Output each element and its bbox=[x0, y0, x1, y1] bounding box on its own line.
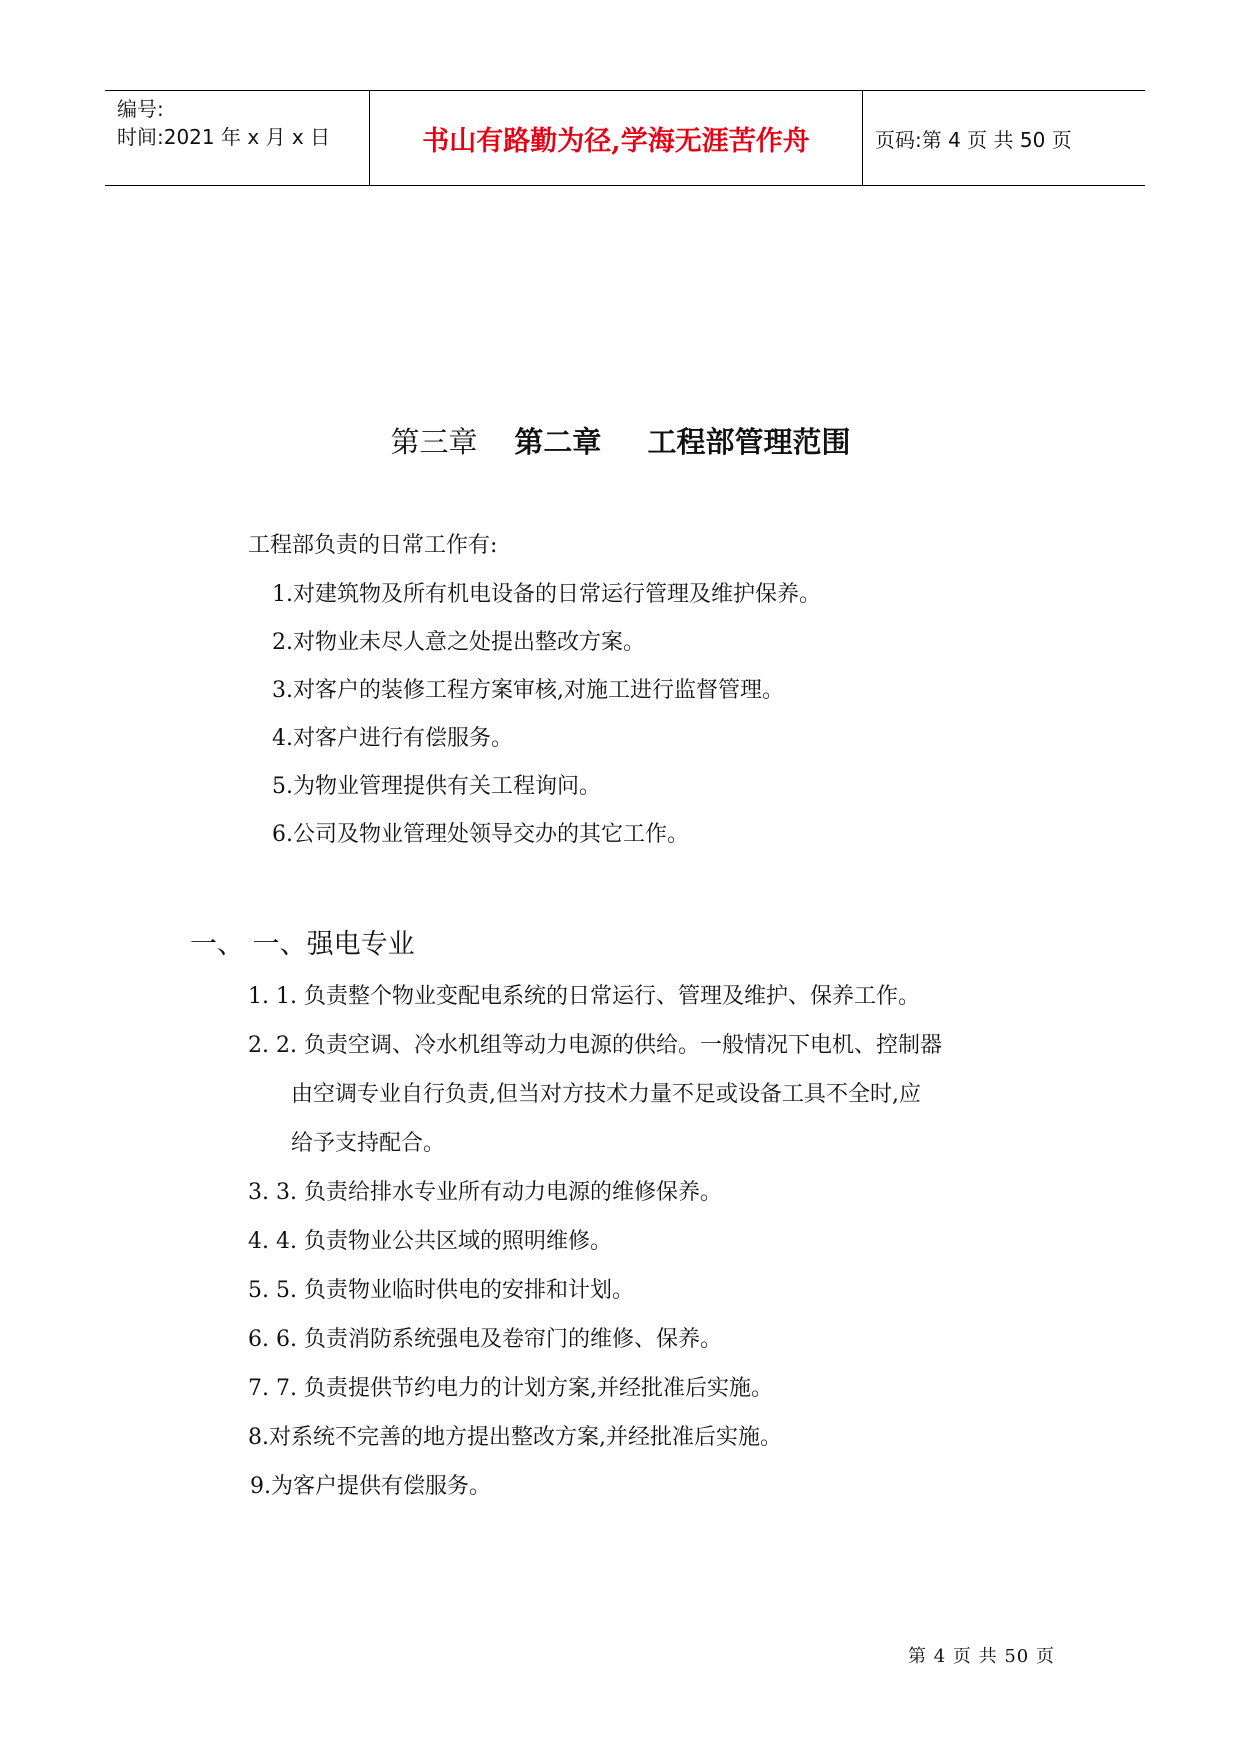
section-item-continuation: 由空调专业自行负责,但当对方技术力量不足或设备工具不全时,应 bbox=[291, 1082, 921, 1107]
chapter-title bbox=[0, 420, 1241, 461]
section-item: 1. 1. 负责整个物业变配电系统的日常运行、管理及维护、保养工作。 bbox=[248, 984, 920, 1009]
document-number-label: 编号: bbox=[117, 97, 164, 121]
section-heading: 一、 一、强电专业 bbox=[190, 929, 415, 960]
section-item: 6. 6. 负责消防系统强电及卷帘门的维修、保养。 bbox=[248, 1327, 722, 1352]
section-item: 7. 7. 负责提供节约电力的计划方案,并经批准后实施。 bbox=[248, 1376, 773, 1401]
duty-item: 1.对建筑物及所有机电设备的日常运行管理及维护保养。 bbox=[272, 582, 821, 607]
duty-item: 5.为物业管理提供有关工程询问。 bbox=[272, 774, 601, 799]
header-table bbox=[105, 90, 1145, 186]
header-right-cell bbox=[863, 91, 1145, 185]
section-item: 5. 5. 负责物业临时供电的安排和计划。 bbox=[248, 1278, 634, 1303]
section-item: 9.为客户提供有偿服务。 bbox=[250, 1474, 491, 1499]
header-page-label: 页码:第 4 页 共 50 页 bbox=[875, 128, 1072, 152]
duty-item: 4.对客户进行有偿服务。 bbox=[272, 726, 513, 751]
duty-item: 2.对物业未尽人意之处提出整改方案。 bbox=[272, 630, 645, 655]
duty-item: 3.对客户的装修工程方案审核,对施工进行监督管理。 bbox=[272, 678, 784, 703]
section-item: 3. 3. 负责给排水专业所有动力电源的维修保养。 bbox=[248, 1180, 722, 1205]
chapter-number: 第二章 bbox=[514, 425, 602, 459]
section-item: 8.对系统不完善的地方提出整改方案,并经批准后实施。 bbox=[248, 1425, 782, 1450]
header-left-cell bbox=[105, 91, 370, 185]
document-time-label: 时间:2021 年 x 月 x 日 bbox=[117, 125, 331, 149]
intro-text: 工程部负责的日常工作有: bbox=[248, 533, 498, 558]
section-item-continuation: 给予支持配合。 bbox=[291, 1131, 446, 1156]
section-item: 2. 2. 负责空调、冷水机组等动力电源的供给。一般情况下电机、控制器 bbox=[248, 1033, 942, 1058]
chapter-prefix: 第三章 bbox=[390, 425, 478, 459]
section-item: 4. 4. 负责物业公共区域的照明维修。 bbox=[248, 1229, 612, 1254]
page-footer: 第 4 页 共 50 页 bbox=[908, 1646, 1055, 1667]
duty-item: 6.公司及物业管理处领导交办的其它工作。 bbox=[272, 822, 689, 847]
header-motto-cell bbox=[370, 91, 863, 185]
header-motto: 书山有路勤为径,学海无涯苦作舟 bbox=[422, 126, 810, 157]
chapter-heading: 工程部管理范围 bbox=[647, 425, 851, 459]
